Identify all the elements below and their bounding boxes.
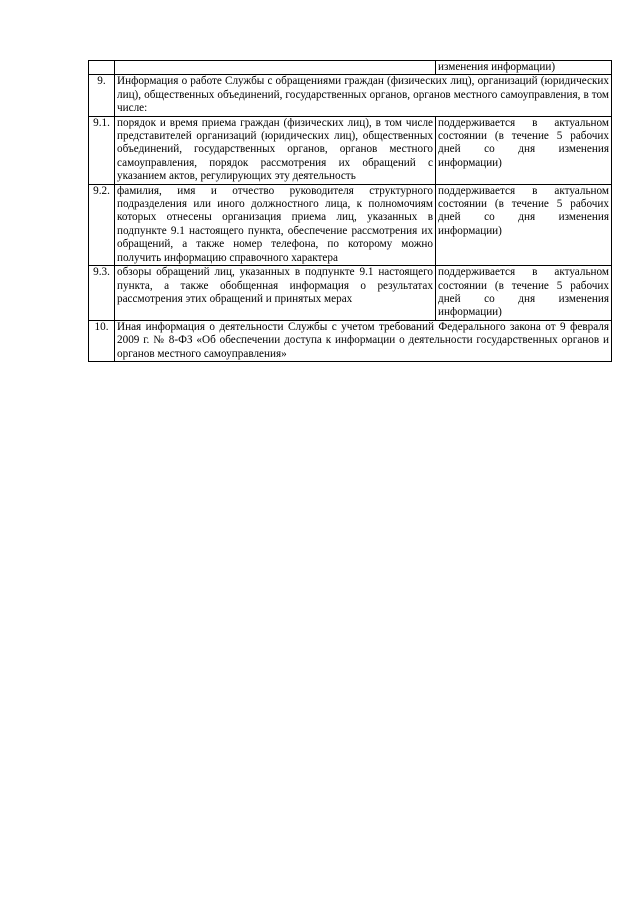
table-row-continuation bbox=[89, 61, 612, 75]
row-number: 9. bbox=[89, 75, 115, 116]
row-description: обзоры обращений лиц, указанных в подпункте 9.1 настоящего пункта, а также обобщенная информация о результатах рассмотрения этих обращений и принятых мерах bbox=[115, 266, 436, 321]
row-period: изменения информации) bbox=[436, 61, 612, 75]
table-row-10 bbox=[89, 320, 612, 361]
row-description bbox=[115, 61, 436, 75]
row-number: 9.1. bbox=[89, 116, 115, 184]
row-period: поддерживается в актуальном состоянии (в течение 5 рабочих дней со дня изменения информации) bbox=[436, 184, 612, 265]
table-row-9-2 bbox=[89, 184, 612, 265]
row-description: порядок и время приема граждан (физических лиц), в том числе представителей организаций (юридических лиц), общественных объединений, государственных органов, органов местного самоуправления, порядок рассмотрения их обращений с указанием актов, регулирующих эту деятельность bbox=[115, 116, 436, 184]
information-table bbox=[88, 60, 612, 362]
table-row-9 bbox=[89, 75, 612, 116]
table-row-9-1 bbox=[89, 116, 612, 184]
row-description: Иная информация о деятельности Службы с учетом требований Федерального закона от 9 февраля 2009 г. № 8-ФЗ «Об обеспечении доступа к информации о деятельности государственных органов и органов местного самоуправления» bbox=[115, 320, 612, 361]
row-period: поддерживается в актуальном состоянии (в течение 5 рабочих дней со дня изменения информации) bbox=[436, 116, 612, 184]
row-number bbox=[89, 61, 115, 75]
row-description: фамилия, имя и отчество руководителя структурного подразделения или иного должностного лица, к полномочиям которых отнесены организация приема лиц, указанных в подпункте 9.1 настоящего пункта, обеспечение рассмотрения их обращений, а также номер телефона, по которому можно получить информацию справочного характера bbox=[115, 184, 436, 265]
row-period: поддерживается в актуальном состоянии (в течение 5 рабочих дней со дня изменения информации) bbox=[436, 266, 612, 321]
row-number: 9.2. bbox=[89, 184, 115, 265]
row-number: 9.3. bbox=[89, 266, 115, 321]
row-description: Информация о работе Службы с обращениями граждан (физических лиц), организаций (юридических лиц), общественных объединений, государственных органов, органов местного самоуправления, в том числе: bbox=[115, 75, 612, 116]
row-number: 10. bbox=[89, 320, 115, 361]
table-row-9-3 bbox=[89, 266, 612, 321]
